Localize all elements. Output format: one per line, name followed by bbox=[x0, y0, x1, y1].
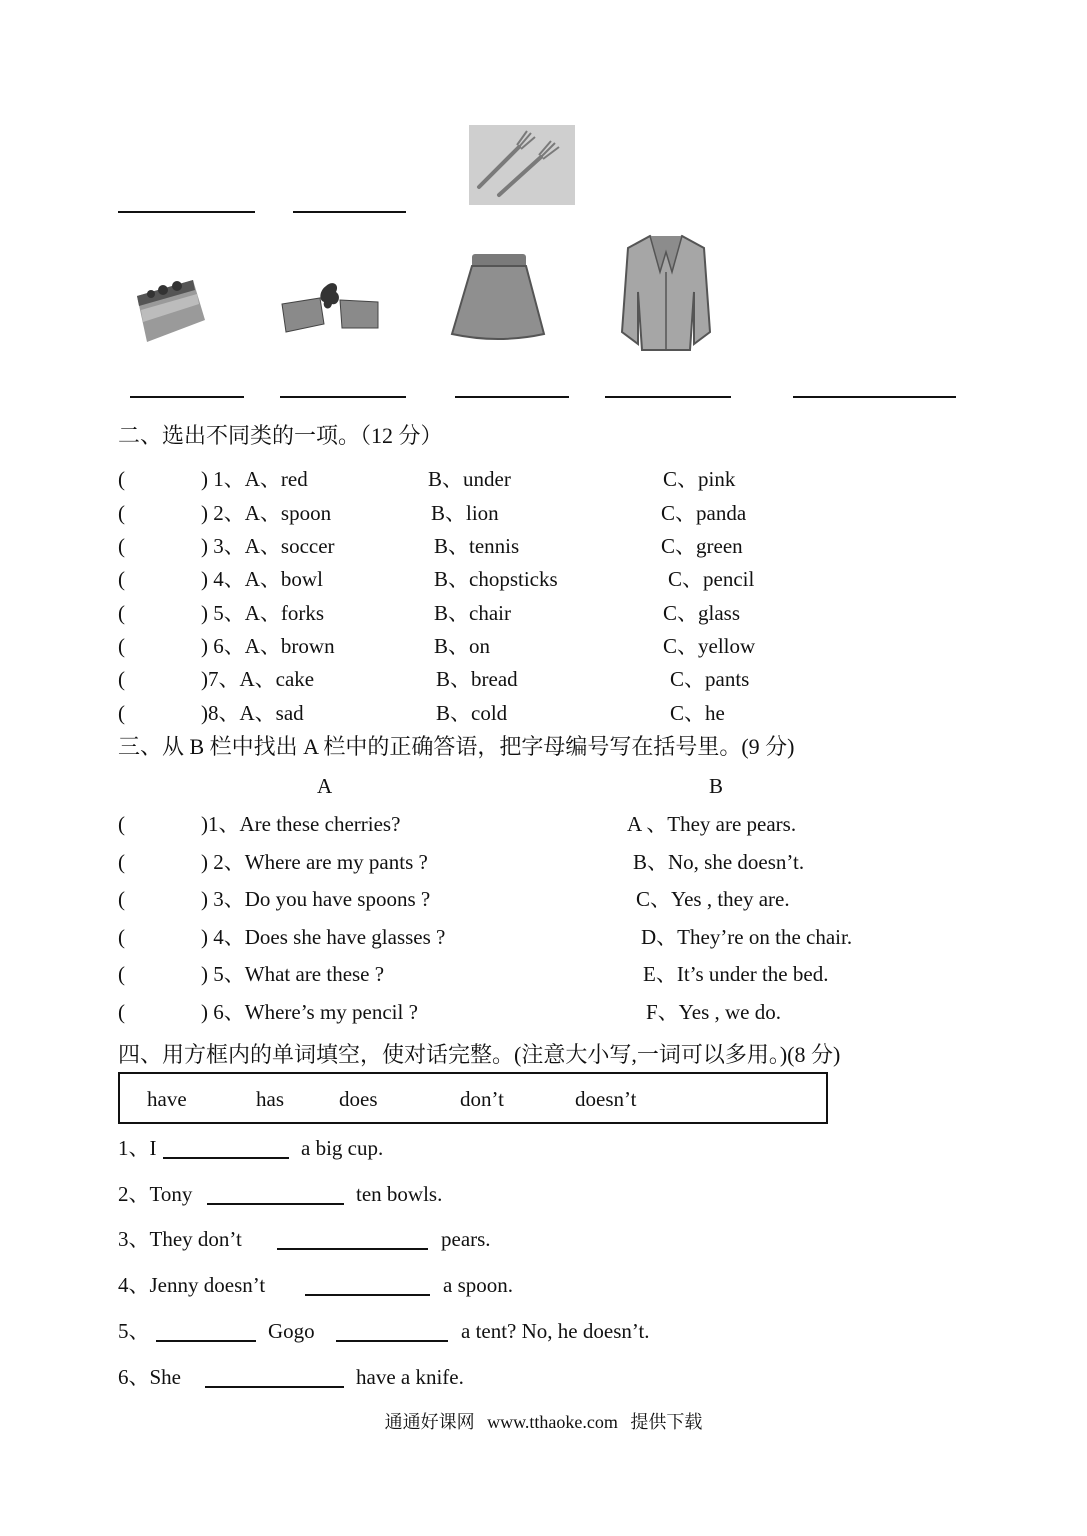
sentence-start: 6、She bbox=[118, 1365, 181, 1389]
option-a: ) 2、A、spoon bbox=[201, 501, 332, 525]
word-bank-item: don’t bbox=[460, 1087, 504, 1111]
blank-input[interactable] bbox=[163, 1157, 289, 1159]
word-bank-item: has bbox=[256, 1087, 284, 1111]
option-c: C、yellow bbox=[663, 634, 756, 658]
sentence-end: ten bowls. bbox=[356, 1182, 443, 1206]
option-b: B、lion bbox=[431, 501, 499, 525]
column-a-header: A bbox=[317, 774, 333, 798]
option-a: ) 4、A、bowl bbox=[201, 567, 323, 591]
answer-line-5[interactable] bbox=[455, 396, 569, 398]
option-c: C、glass bbox=[663, 601, 741, 625]
answer-paren[interactable]: ( bbox=[118, 634, 125, 658]
option-c: C、green bbox=[661, 534, 743, 558]
column-b-header: B bbox=[709, 774, 724, 798]
option-b: B、chopsticks bbox=[434, 567, 558, 591]
footer-note: 提供下载 bbox=[630, 1412, 703, 1432]
answer-line-3[interactable] bbox=[130, 396, 244, 398]
sentence-start: 3、They don’t bbox=[118, 1227, 242, 1251]
option-a: ) 1、A、red bbox=[201, 467, 308, 491]
answer-paren[interactable]: ( bbox=[118, 850, 125, 874]
question: ) 4、Does she have glasses ? bbox=[201, 925, 446, 949]
blank-input[interactable] bbox=[205, 1386, 344, 1388]
option-a: ) 3、A、soccer bbox=[201, 534, 335, 558]
answer-line-4[interactable] bbox=[280, 396, 406, 398]
answer-option: E、It’s under the bed. bbox=[643, 962, 829, 986]
answer-paren[interactable]: ( bbox=[118, 501, 125, 525]
section4-title: 四、用方框内的单词填空，使对话完整。(注意大小写,一词可以多用。)(8 分) bbox=[118, 1042, 841, 1067]
option-c: C、pencil bbox=[668, 567, 755, 591]
sentence-start: 5、 bbox=[118, 1319, 150, 1343]
forks-picture bbox=[469, 125, 575, 205]
option-b: B、tennis bbox=[434, 534, 520, 558]
option-a: )7、A、cake bbox=[201, 667, 315, 691]
answer-paren[interactable]: ( bbox=[118, 701, 125, 725]
answer-line-2[interactable] bbox=[293, 211, 406, 213]
word-bank-item: doesn’t bbox=[575, 1087, 637, 1111]
question: ) 3、Do you have spoons ? bbox=[201, 887, 431, 911]
answer-paren[interactable]: ( bbox=[118, 667, 125, 691]
answer-paren[interactable]: ( bbox=[118, 962, 125, 986]
answer-line-1[interactable] bbox=[118, 211, 255, 213]
option-c: C、pink bbox=[663, 467, 736, 491]
option-c: C、pants bbox=[670, 667, 750, 691]
sentence-end: a big cup. bbox=[301, 1136, 384, 1160]
option-b: B、under bbox=[428, 467, 511, 491]
option-c: C、panda bbox=[661, 501, 747, 525]
answer-paren[interactable]: ( bbox=[118, 887, 125, 911]
cake-picture bbox=[133, 276, 209, 348]
word-bank-item: does bbox=[339, 1087, 378, 1111]
option-b: B、cold bbox=[436, 701, 508, 725]
option-a: ) 6、A、brown bbox=[201, 634, 335, 658]
question: ) 6、Where’s my pencil ? bbox=[201, 1000, 418, 1024]
option-a: )8、A、sad bbox=[201, 701, 304, 725]
section2-title: 二、选出不同类的一项。（12 分） bbox=[118, 423, 443, 448]
sentence-end: a tent? No, he doesn’t. bbox=[461, 1319, 650, 1343]
answer-paren[interactable]: ( bbox=[118, 467, 125, 491]
option-b: B、chair bbox=[434, 601, 511, 625]
question: )1、Are these cherries? bbox=[201, 812, 401, 836]
answer-paren[interactable]: ( bbox=[118, 1000, 125, 1024]
answer-paren[interactable]: ( bbox=[118, 925, 125, 949]
footer-url[interactable]: www.tthaoke.com bbox=[487, 1412, 618, 1432]
answer-option: D、They’re on the chair. bbox=[641, 925, 853, 949]
blank-input[interactable] bbox=[305, 1294, 430, 1296]
question: ) 5、What are these ? bbox=[201, 962, 385, 986]
sentence-end: a spoon. bbox=[443, 1273, 513, 1297]
sentence-middle: Gogo bbox=[268, 1319, 315, 1343]
blank-input[interactable] bbox=[336, 1340, 448, 1342]
answer-option: B、No, she doesn’t. bbox=[633, 850, 805, 874]
answer-option: A 、They are pears. bbox=[627, 812, 797, 836]
sentence-start: 1、I bbox=[118, 1136, 157, 1160]
coat-picture bbox=[620, 232, 712, 354]
bread-picture bbox=[280, 278, 382, 336]
sentence-end: have a knife. bbox=[356, 1365, 464, 1389]
word-bank-item: have bbox=[147, 1087, 187, 1111]
option-b: B、bread bbox=[436, 667, 518, 691]
blank-input[interactable] bbox=[207, 1203, 344, 1205]
option-a: ) 5、A、forks bbox=[201, 601, 325, 625]
answer-option: F、Yes , we do. bbox=[646, 1000, 781, 1024]
answer-paren[interactable]: ( bbox=[118, 567, 125, 591]
answer-paren[interactable]: ( bbox=[118, 601, 125, 625]
sentence-start: 4、Jenny doesn’t bbox=[118, 1273, 266, 1297]
answer-line-7[interactable] bbox=[793, 396, 956, 398]
question: ) 2、Where are my pants ? bbox=[201, 850, 428, 874]
footer bbox=[0, 1408, 1087, 1434]
footer-site-name: 通通好课网 bbox=[384, 1412, 475, 1432]
answer-line-6[interactable] bbox=[605, 396, 731, 398]
skirt-picture bbox=[448, 252, 548, 344]
answer-paren[interactable]: ( bbox=[118, 812, 125, 836]
option-c: C、he bbox=[670, 701, 725, 725]
sentence-end: pears. bbox=[441, 1227, 491, 1251]
section3-title: 三、从 B 栏中找出 A 栏中的正确答语，把字母编号写在括号里。(9 分) bbox=[118, 734, 795, 759]
blank-input[interactable] bbox=[277, 1248, 428, 1250]
answer-paren[interactable]: ( bbox=[118, 534, 125, 558]
answer-option: C、Yes , they are. bbox=[636, 887, 790, 911]
sentence-start: 2、Tony bbox=[118, 1182, 193, 1206]
option-b: B、on bbox=[434, 634, 491, 658]
blank-input[interactable] bbox=[156, 1340, 256, 1342]
